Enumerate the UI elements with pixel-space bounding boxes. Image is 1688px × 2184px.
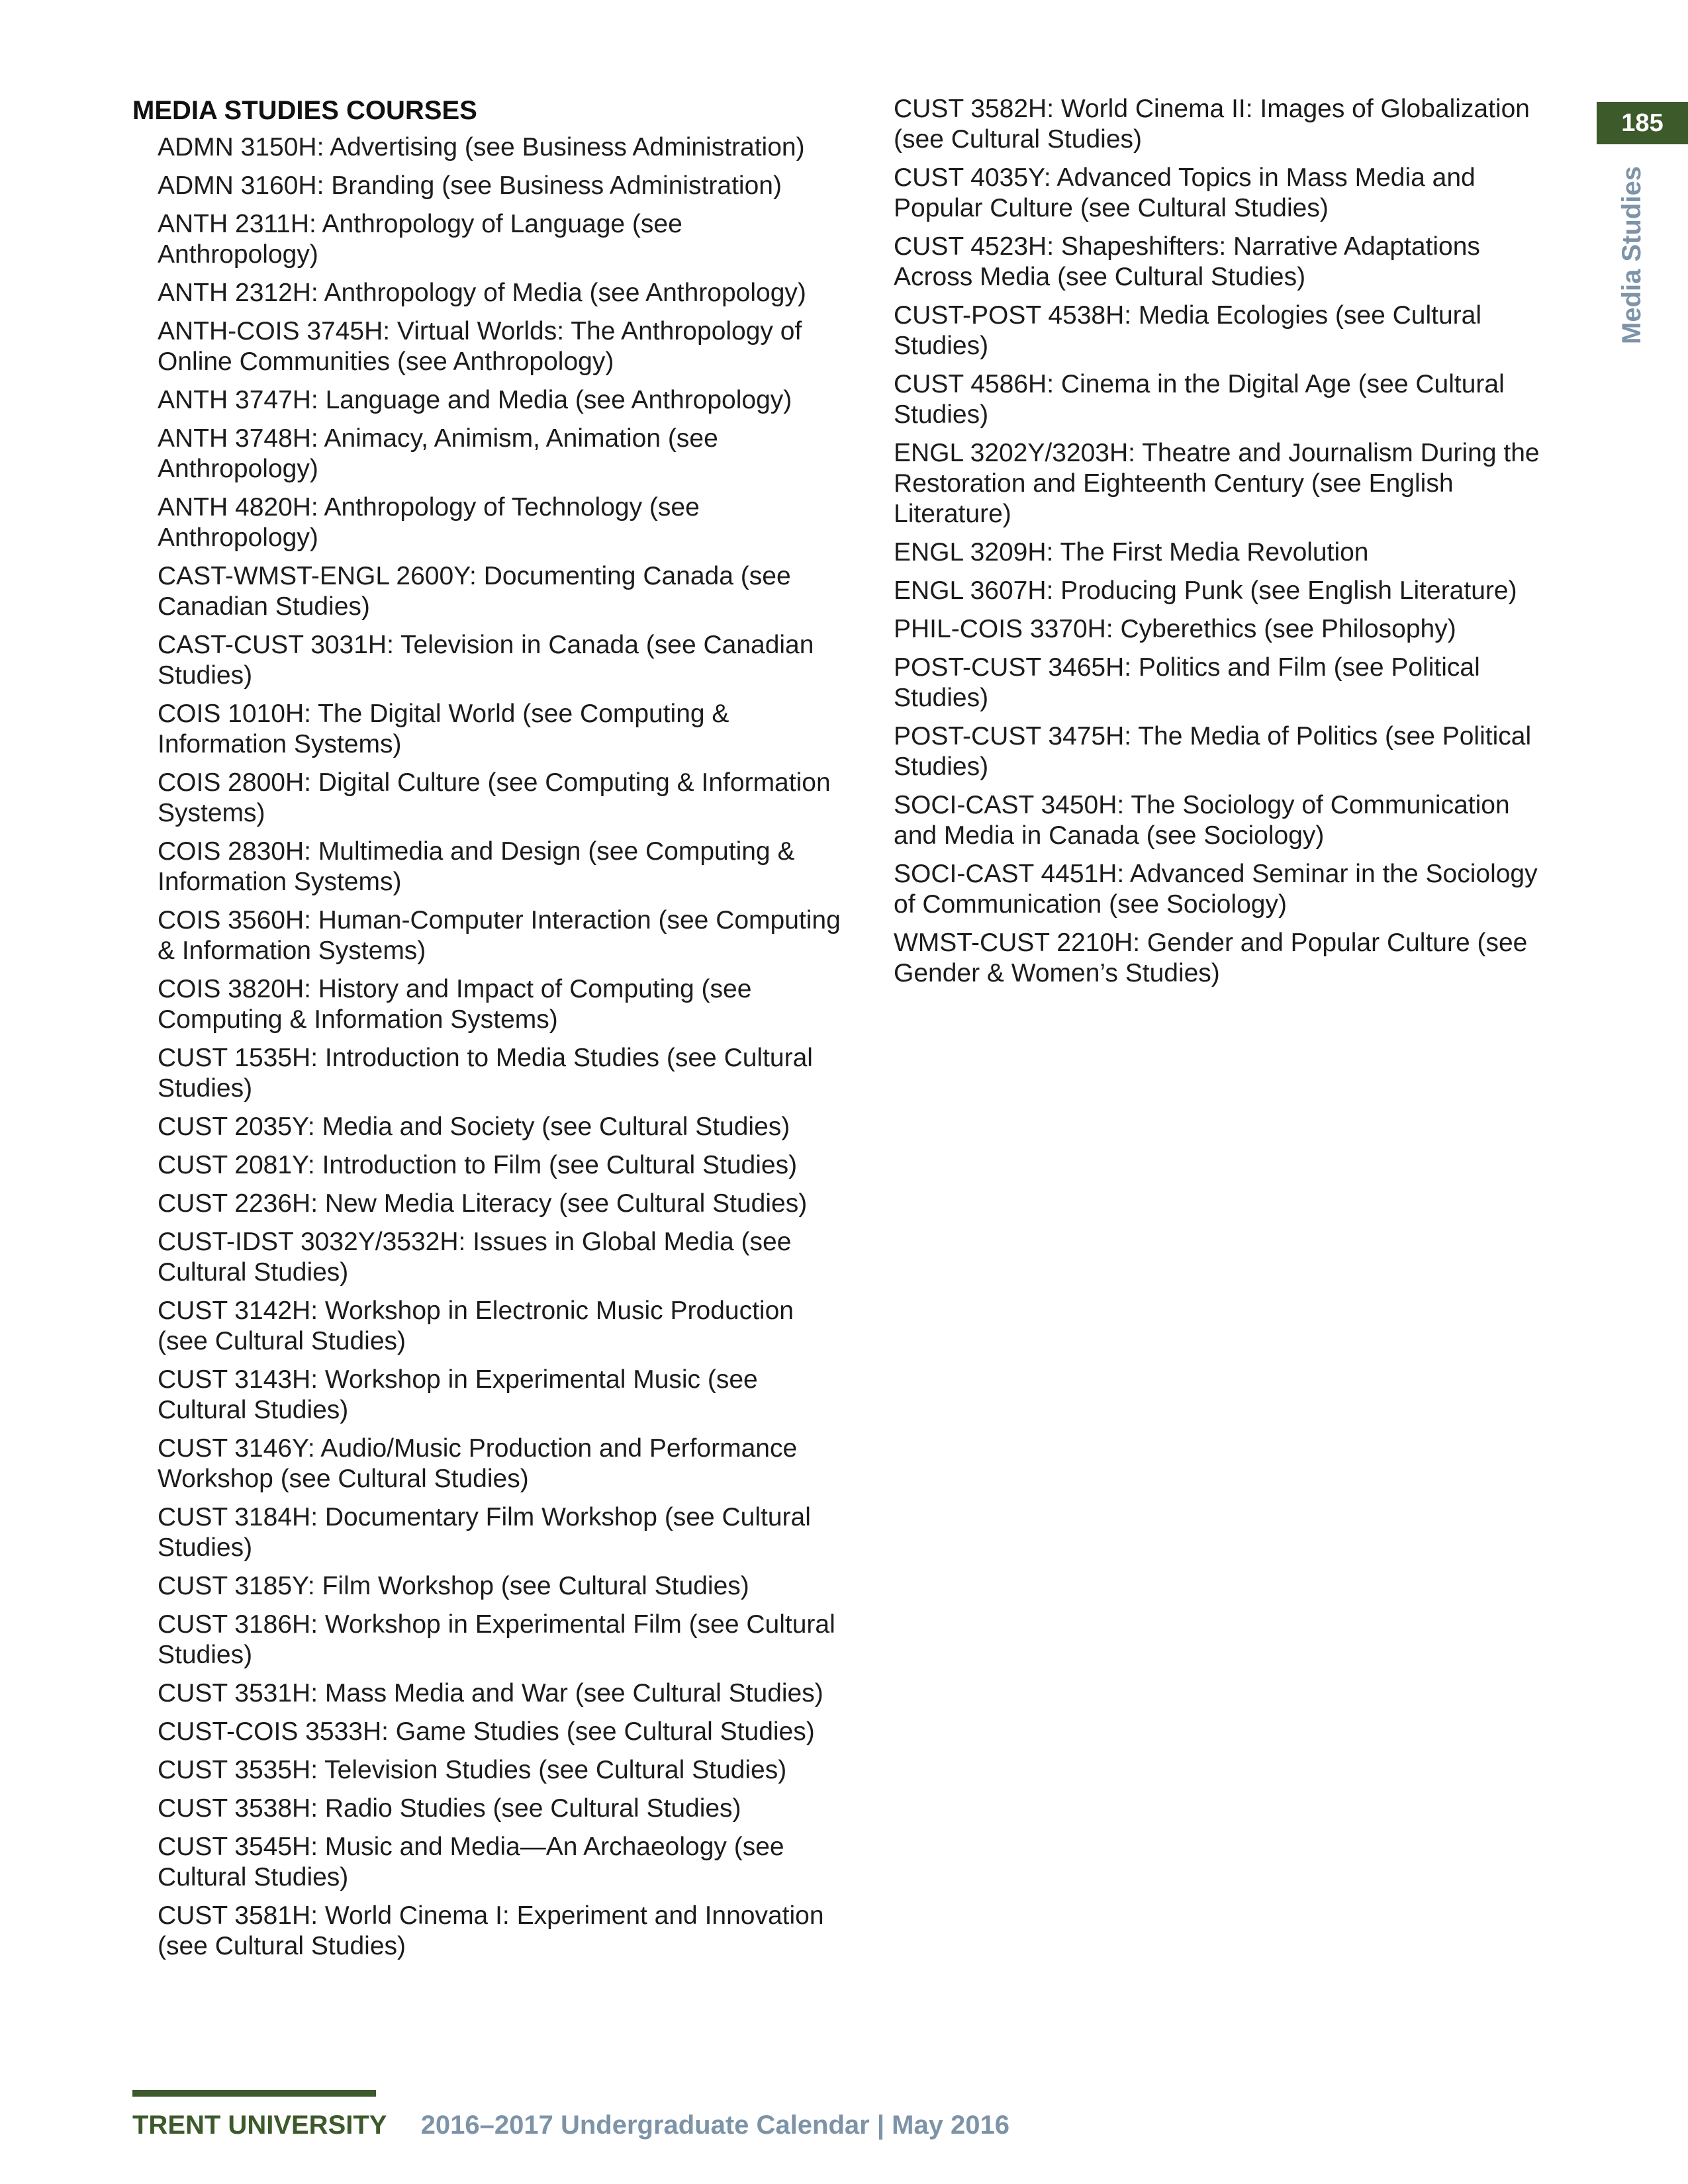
course-entry: COIS 2800H: Digital Culture (see Computing & Information Systems) [158,768,831,827]
course-entry: ANTH 2311H: Anthropology of Language (see Anthropology) [158,210,682,269]
course-entry: ENGL 3202Y/3203H: Theatre and Journalism During the Restoration and Eighteenth Century (see English Literature) [894,439,1540,528]
section-side-label: Media Studies [1617,166,1646,344]
page-number-badge: 185 [1597,102,1688,144]
course-entry: CUST 3535H: Television Studies (see Cultural Studies) [158,1756,787,1784]
left-column [132,94,847,1970]
course-entry: CUST 1535H: Introduction to Media Studies (see Cultural Studies) [158,1044,813,1103]
course-entry: ENGL 3607H: Producing Punk (see English Literature) [894,576,1517,605]
footer-university: TRENT UNIVERSITY [132,2111,387,2140]
course-entry: PHIL-COIS 3370H: Cyberethics (see Philosophy) [894,615,1456,643]
section-heading: MEDIA STUDIES COURSES [132,96,477,125]
course-entry: ANTH 2312H: Anthropology of Media (see Anthropology) [158,279,806,307]
course-entry: CUST 3545H: Music and Media—An Archaeology (see Cultural Studies) [158,1833,784,1891]
course-entry: CUST 3146Y: Audio/Music Production and Performance Workshop (see Cultural Studies) [158,1434,798,1493]
course-entry: CUST 2236H: New Media Literacy (see Cultural Studies) [158,1189,808,1218]
course-entry: CUST 3142H: Workshop in Electronic Music Production (see Cultural Studies) [158,1297,794,1355]
course-entry: POST-CUST 3465H: Politics and Film (see Political Studies) [894,653,1480,712]
course-entry: CUST 3531H: Mass Media and War (see Cultural Studies) [158,1679,823,1707]
footer [132,2109,1009,2142]
course-entry: WMST-CUST 2210H: Gender and Popular Culture (see Gender & Women’s Studies) [894,929,1528,987]
course-entry: CUST 3581H: World Cinema I: Experiment and Innovation (see Cultural Studies) [158,1901,824,1960]
course-entry: COIS 2830H: Multimedia and Design (see Computing & Information Systems) [158,837,795,896]
course-entry: POST-CUST 3475H: The Media of Politics (see Political Studies) [894,722,1532,781]
course-entry: CAST-WMST-ENGL 2600Y: Documenting Canada (see Canadian Studies) [158,562,791,621]
course-entry: CUST 3582H: World Cinema II: Images of Globalization (see Cultural Studies) [894,95,1530,154]
course-entry: CUST 4586H: Cinema in the Digital Age (see Cultural Studies) [894,370,1505,429]
course-entry: CUST-IDST 3032Y/3532H: Issues in Global Media (see Cultural Studies) [158,1228,792,1287]
course-entry: CUST 3184H: Documentary Film Workshop (see Cultural Studies) [158,1503,811,1562]
course-entry: ANTH 3747H: Language and Media (see Anthropology) [158,386,792,414]
course-entry: COIS 3560H: Human-Computer Interaction (see Computing & Information Systems) [158,906,841,965]
course-entry: CUST-COIS 3533H: Game Studies (see Cultural Studies) [158,1717,815,1746]
course-list-right [894,94,1556,989]
course-entry: CUST 3185Y: Film Workshop (see Cultural Studies) [158,1572,749,1600]
course-entry: CUST 4035Y: Advanced Topics in Mass Media and Popular Culture (see Cultural Studies) [894,163,1476,222]
course-entry: ANTH 3748H: Animacy, Animism, Animation (see Anthropology) [158,424,718,483]
course-entry: CUST 3186H: Workshop in Experimental Film (see Cultural Studies) [158,1610,835,1669]
course-entry: ADMN 3150H: Advertising (see Business Administration) [158,133,805,161]
course-entry: CAST-CUST 3031H: Television in Canada (see Canadian Studies) [158,631,814,690]
course-entry: SOCI-CAST 3450H: The Sociology of Communication and Media in Canada (see Sociology) [894,791,1510,850]
right-column [894,94,1556,997]
course-entry: COIS 1010H: The Digital World (see Computing & Information Systems) [158,700,729,758]
course-entry: CUST 4523H: Shapeshifters: Narrative Adaptations Across Media (see Cultural Studies) [894,232,1480,291]
course-entry: CUST 2035Y: Media and Society (see Cultural Studies) [158,1113,790,1141]
course-entry: CUST 2081Y: Introduction to Film (see Cultural Studies) [158,1151,798,1179]
footer-rule [132,2090,376,2097]
course-entry: ENGL 3209H: The First Media Revolution [894,538,1369,567]
course-entry: CUST-POST 4538H: Media Ecologies (see Cultural Studies) [894,301,1481,360]
course-list-left [132,132,847,1962]
course-entry: COIS 3820H: History and Impact of Computing (see Computing & Information Systems) [158,975,752,1034]
course-entry: ANTH-COIS 3745H: Virtual Worlds: The Anthropology of Online Communities (see Anthropology) [158,317,802,376]
footer-calendar: 2016–2017 Undergraduate Calendar | May 2016 [420,2111,1010,2140]
course-entry: ADMN 3160H: Branding (see Business Administration) [158,171,782,200]
course-entry: CUST 3143H: Workshop in Experimental Music (see Cultural Studies) [158,1365,758,1424]
course-entry: ANTH 4820H: Anthropology of Technology (see Anthropology) [158,493,700,552]
course-entry: SOCI-CAST 4451H: Advanced Seminar in the Sociology of Communication (see Sociology) [894,860,1538,919]
course-entry: CUST 3538H: Radio Studies (see Cultural Studies) [158,1794,741,1823]
